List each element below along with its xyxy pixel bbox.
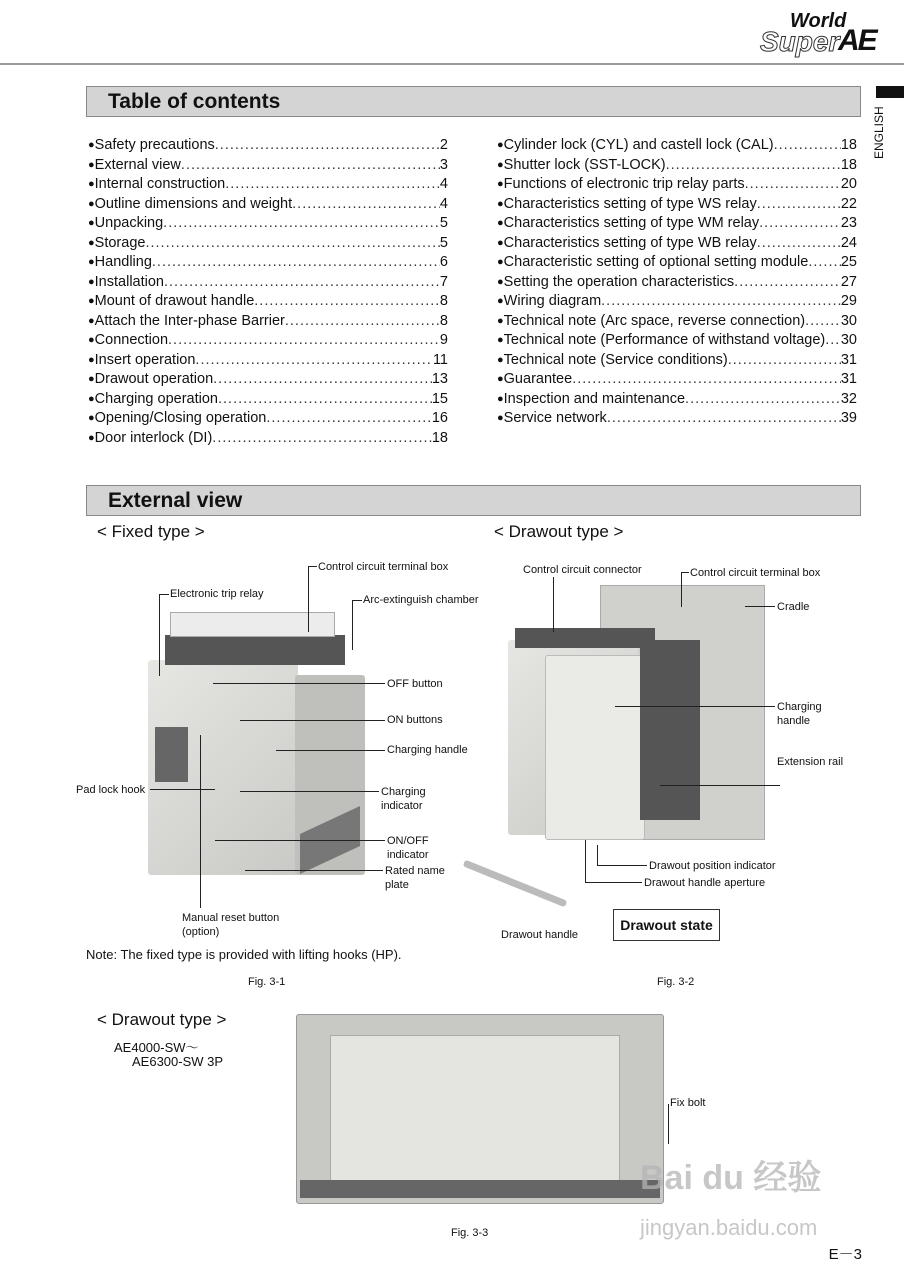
toc-entry-title: Characteristics setting of type WB relay — [503, 234, 757, 251]
toc-entry[interactable] — [88, 370, 448, 390]
label-on-buttons: ON buttons — [387, 714, 443, 726]
label-control-circuit-connector: Control circuit connector — [523, 564, 642, 576]
dot-leader — [218, 390, 432, 410]
figure-caption-3-3: Fig. 3-3 — [451, 1227, 489, 1239]
toc-entry-page: 24 — [840, 234, 857, 251]
label-charging-handle-drawout: Charging handle — [777, 701, 822, 727]
toc-entry[interactable] — [88, 234, 448, 254]
terminal-box-shape — [170, 612, 335, 637]
bullet-icon: ● — [88, 392, 95, 405]
bullet-icon: ● — [497, 139, 504, 151]
dot-leader — [266, 409, 432, 429]
toc-entry-page: 18 — [431, 429, 448, 446]
toc-entry-page: 13 — [431, 371, 448, 387]
toc-entry-page: 20 — [840, 176, 857, 192]
toc-entry-page: 16 — [431, 410, 448, 426]
toc-entry-title: Characteristics setting of type WM relay — [503, 215, 760, 231]
toc-entry-page: 18 — [840, 156, 857, 173]
external-view-heading: External view — [86, 485, 861, 516]
label-on-off-indicator: ON/OFF indicator — [387, 835, 429, 861]
bullet-icon: ● — [88, 139, 95, 151]
label-rated-name-plate: Rated name plate — [385, 865, 445, 891]
toc-entry-title: Functions of electronic trip relay parts — [503, 176, 745, 192]
bullet-icon: ● — [88, 334, 95, 346]
toc-entry-page: 2 — [439, 137, 448, 153]
toc-entry[interactable] — [88, 214, 448, 234]
bullet-icon: ● — [88, 431, 95, 444]
toc-entry-page: 5 — [439, 234, 448, 251]
toc-entry-title: Insert operation — [94, 351, 196, 368]
bullet-icon: ● — [497, 158, 504, 171]
header-rule — [0, 63, 904, 65]
bullet-icon: ● — [88, 256, 95, 268]
dot-leader — [601, 292, 841, 312]
toc-entry[interactable] — [88, 429, 448, 449]
model-range-end: AE6300-SW 3P — [132, 1054, 224, 1069]
toc-entry-page: 5 — [439, 215, 448, 231]
toc-entry-title: Characteristic setting of optional setting module — [503, 254, 809, 270]
label-drawout-position-indicator: Drawout position indicator — [649, 860, 776, 872]
drawout-breaker-front — [545, 655, 645, 840]
toc-entry[interactable] — [88, 331, 448, 351]
toc-entry-page: 31 — [840, 371, 857, 387]
toc-entry[interactable] — [497, 214, 857, 234]
bullet-icon: ● — [497, 392, 504, 405]
toc-entry[interactable] — [497, 195, 857, 215]
toc-entry-title: Connection — [94, 332, 169, 348]
label-fix-bolt: Fix bolt — [670, 1097, 706, 1109]
toc-entry[interactable] — [497, 156, 857, 176]
bullet-icon: ● — [88, 353, 95, 366]
bullet-icon: ● — [497, 412, 504, 424]
dot-leader — [285, 312, 440, 332]
toc-entry-title: Opening/Closing operation — [94, 410, 267, 426]
toc-entry[interactable] — [497, 273, 857, 293]
toc-entry[interactable] — [497, 409, 857, 429]
toc-entry-title: Unpacking — [94, 215, 164, 231]
toc-entry-title: Service network — [503, 410, 607, 426]
toc-entry[interactable] — [497, 351, 857, 371]
bullet-icon: ● — [497, 334, 504, 346]
page-number: E－3 — [828, 1246, 862, 1263]
toc-entry-page: 15 — [431, 390, 448, 407]
toc-entry[interactable] — [497, 234, 857, 254]
toc-entry-title: Outline dimensions and weight — [94, 195, 293, 212]
dot-leader — [181, 156, 440, 176]
label-electronic-trip-relay: Electronic trip relay — [170, 588, 264, 600]
baidu-watermark-url: jingyan.baidu.com — [640, 1215, 818, 1240]
toc-entry-page: 30 — [840, 332, 857, 348]
drawout-handle-shape — [463, 860, 568, 908]
bullet-icon: ● — [497, 217, 504, 229]
dot-leader — [734, 273, 841, 293]
toc-entry-title: Charging operation — [94, 390, 218, 407]
arc-chamber-shape — [165, 635, 345, 665]
toc-entry-page: 22 — [840, 195, 857, 212]
toc-entry[interactable] — [88, 390, 448, 410]
toc-entry-title: Characteristics setting of type WS relay — [503, 195, 757, 212]
toc-entry[interactable] — [497, 253, 857, 273]
drawout-state-box: Drawout state — [613, 909, 720, 941]
toc-entry[interactable] — [497, 370, 857, 390]
dot-leader — [195, 351, 433, 371]
figure-caption-3-1: Fig. 3-1 — [248, 976, 286, 988]
dot-leader — [145, 234, 439, 254]
toc-entry[interactable] — [88, 351, 448, 371]
toc-right-column — [497, 136, 857, 429]
dot-leader — [163, 214, 440, 234]
toc-entry[interactable] — [88, 273, 448, 293]
toc-entry-title: Guarantee — [503, 371, 573, 387]
bullet-icon: ● — [497, 275, 504, 288]
dot-leader — [666, 156, 841, 176]
label-arc-extinguish-chamber: Arc-extinguish chamber — [363, 594, 479, 606]
toc-entry-title: Handling — [94, 254, 152, 270]
label-manual-reset-button: Manual reset button (option) — [182, 912, 280, 938]
toc-left-column — [88, 136, 448, 448]
toc-entry-page: 27 — [840, 273, 857, 290]
toc-entry-title: Technical note (Performance of withstand voltage) — [503, 332, 826, 348]
connector-shape — [515, 628, 655, 648]
toc-entry-page: 32 — [840, 390, 857, 407]
toc-entry[interactable] — [497, 390, 857, 410]
label-drawout-terminal-box: Control circuit terminal box — [690, 567, 821, 579]
large-breaker-front — [330, 1035, 620, 1185]
toc-entry-title: Technical note (Arc space, reverse connection) — [503, 312, 806, 329]
toc-entry[interactable] — [497, 136, 857, 156]
bullet-icon: ● — [88, 178, 95, 190]
bullet-icon: ● — [88, 314, 95, 327]
toc-entry-page: 18 — [840, 137, 857, 153]
dot-leader — [607, 409, 841, 429]
toc-entry-page: 39 — [840, 410, 857, 426]
bullet-icon: ● — [497, 295, 504, 307]
toc-entry[interactable] — [88, 312, 448, 332]
toc-entry-title: Technical note (Service conditions) — [503, 351, 728, 368]
toc-entry-page: 25 — [840, 254, 857, 270]
dot-leader — [225, 175, 440, 195]
bullet-icon: ● — [497, 314, 504, 327]
bullet-icon: ● — [497, 353, 504, 366]
bullet-icon: ● — [497, 236, 504, 249]
toc-entry-page: 30 — [840, 312, 857, 329]
bullet-icon: ● — [88, 373, 95, 385]
language-tab: ENGLISH — [872, 106, 886, 160]
bullet-icon: ● — [88, 275, 95, 288]
dot-leader — [168, 331, 440, 351]
dot-leader — [759, 214, 841, 234]
toc-entry-page: 4 — [439, 195, 448, 212]
language-tab-marker — [876, 86, 904, 98]
toc-entry[interactable] — [88, 175, 448, 195]
toc-entry[interactable] — [497, 292, 857, 312]
toc-entry[interactable] — [88, 136, 448, 156]
dot-leader — [152, 253, 440, 273]
toc-entry[interactable] — [88, 195, 448, 215]
toc-entry-title: Attach the Inter-phase Barrier — [94, 312, 285, 329]
toc-entry-page: 7 — [439, 273, 448, 290]
dot-leader — [212, 429, 432, 449]
toc-entry-page: 29 — [840, 293, 857, 309]
toc-entry[interactable] — [88, 156, 448, 176]
toc-entry-title: Mount of drawout handle — [94, 293, 255, 309]
dot-leader — [757, 234, 841, 254]
toc-entry-title: Cylinder lock (CYL) and castell lock (CAL) — [503, 137, 774, 153]
dot-leader — [757, 195, 841, 215]
toc-entry-title: External view — [94, 156, 181, 173]
toc-entry-title: Safety precautions — [94, 137, 215, 153]
dot-leader — [808, 253, 841, 273]
toc-entry-page: 8 — [439, 293, 448, 309]
trip-relay-shape — [155, 727, 188, 782]
dot-leader — [215, 136, 440, 156]
label-control-circuit-terminal-box: Control circuit terminal box — [318, 561, 449, 573]
dot-leader — [805, 312, 841, 332]
toc-entry-title: Setting the operation characteristics — [503, 273, 735, 290]
toc-entry-page: 4 — [439, 176, 448, 192]
label-extension-rail: Extension rail — [777, 756, 844, 768]
figure-caption-3-2: Fig. 3-2 — [657, 976, 695, 988]
toc-entry[interactable] — [88, 253, 448, 273]
toc-entry[interactable] — [88, 292, 448, 312]
toc-entry-title: Drawout operation — [94, 371, 214, 387]
toc-entry-title: Storage — [94, 234, 146, 251]
toc-entry-page: 8 — [439, 312, 448, 329]
baidu-watermark: Bai du 经验 — [640, 1159, 822, 1197]
toc-entry-title: Inspection and maintenance — [503, 390, 686, 407]
large-breaker-rail — [300, 1180, 660, 1198]
label-pad-lock-hook: Pad lock hook — [76, 784, 146, 796]
drawout-type-subtitle: < Drawout type > — [494, 522, 624, 541]
label-drawout-handle-aperture: Drawout handle aperture — [644, 877, 766, 889]
dot-leader — [213, 370, 432, 390]
toc-entry-title: Door interlock (DI) — [94, 429, 213, 446]
toc-entry-page: 23 — [840, 215, 857, 231]
bullet-icon: ● — [497, 373, 504, 385]
cradle-interior-shape — [640, 640, 700, 820]
drawout-type-subtitle-2: < Drawout type > — [97, 1010, 227, 1029]
bullet-icon: ● — [88, 197, 95, 210]
dot-leader — [292, 195, 440, 215]
label-off-button: OFF button — [387, 678, 443, 690]
dot-leader — [745, 175, 841, 195]
bullet-icon: ● — [88, 217, 95, 229]
dot-leader — [572, 370, 841, 390]
bullet-icon: ● — [497, 197, 504, 210]
toc-entry-page: 6 — [439, 254, 448, 270]
dot-leader — [728, 351, 841, 371]
toc-entry[interactable] — [497, 331, 857, 351]
bullet-icon: ● — [88, 236, 95, 249]
fixed-type-note: Note: The fixed type is provided with lifting hooks (HP). — [86, 947, 402, 962]
toc-entry-page: 31 — [840, 351, 857, 368]
toc-entry-page: 11 — [432, 351, 448, 368]
toc-entry-title: Shutter lock (SST-LOCK) — [503, 156, 666, 173]
dot-leader — [685, 390, 841, 410]
label-charging-handle: Charging handle — [387, 744, 468, 756]
bullet-icon: ● — [88, 295, 95, 307]
toc-entry-page: 3 — [439, 156, 448, 173]
bullet-icon: ● — [88, 412, 95, 424]
label-charging-indicator: Charging indicator — [381, 786, 426, 812]
dot-leader — [825, 331, 841, 351]
toc-entry[interactable] — [497, 312, 857, 332]
toc-entry-title: Internal construction — [94, 176, 226, 192]
toc-entry-page: 9 — [439, 332, 448, 348]
bullet-icon: ● — [497, 256, 504, 268]
dot-leader — [164, 273, 440, 293]
toc-entry[interactable] — [88, 409, 448, 429]
label-drawout-handle: Drawout handle — [501, 929, 579, 941]
toc-heading: Table of contents — [86, 86, 861, 117]
fixed-type-subtitle: < Fixed type > — [97, 522, 205, 541]
toc-entry-title: Wiring diagram — [503, 293, 602, 309]
toc-entry[interactable] — [497, 175, 857, 195]
dot-leader — [254, 292, 440, 312]
toc-entry-title: Installation — [94, 273, 164, 290]
bullet-icon: ● — [88, 158, 95, 171]
bullet-icon: ● — [497, 178, 504, 190]
world-super-ae-logo: World Super AE — [760, 10, 876, 57]
label-cradle: Cradle — [777, 601, 810, 613]
dot-leader — [774, 136, 841, 156]
model-range-start: AE4000-SW～ — [114, 1040, 199, 1055]
